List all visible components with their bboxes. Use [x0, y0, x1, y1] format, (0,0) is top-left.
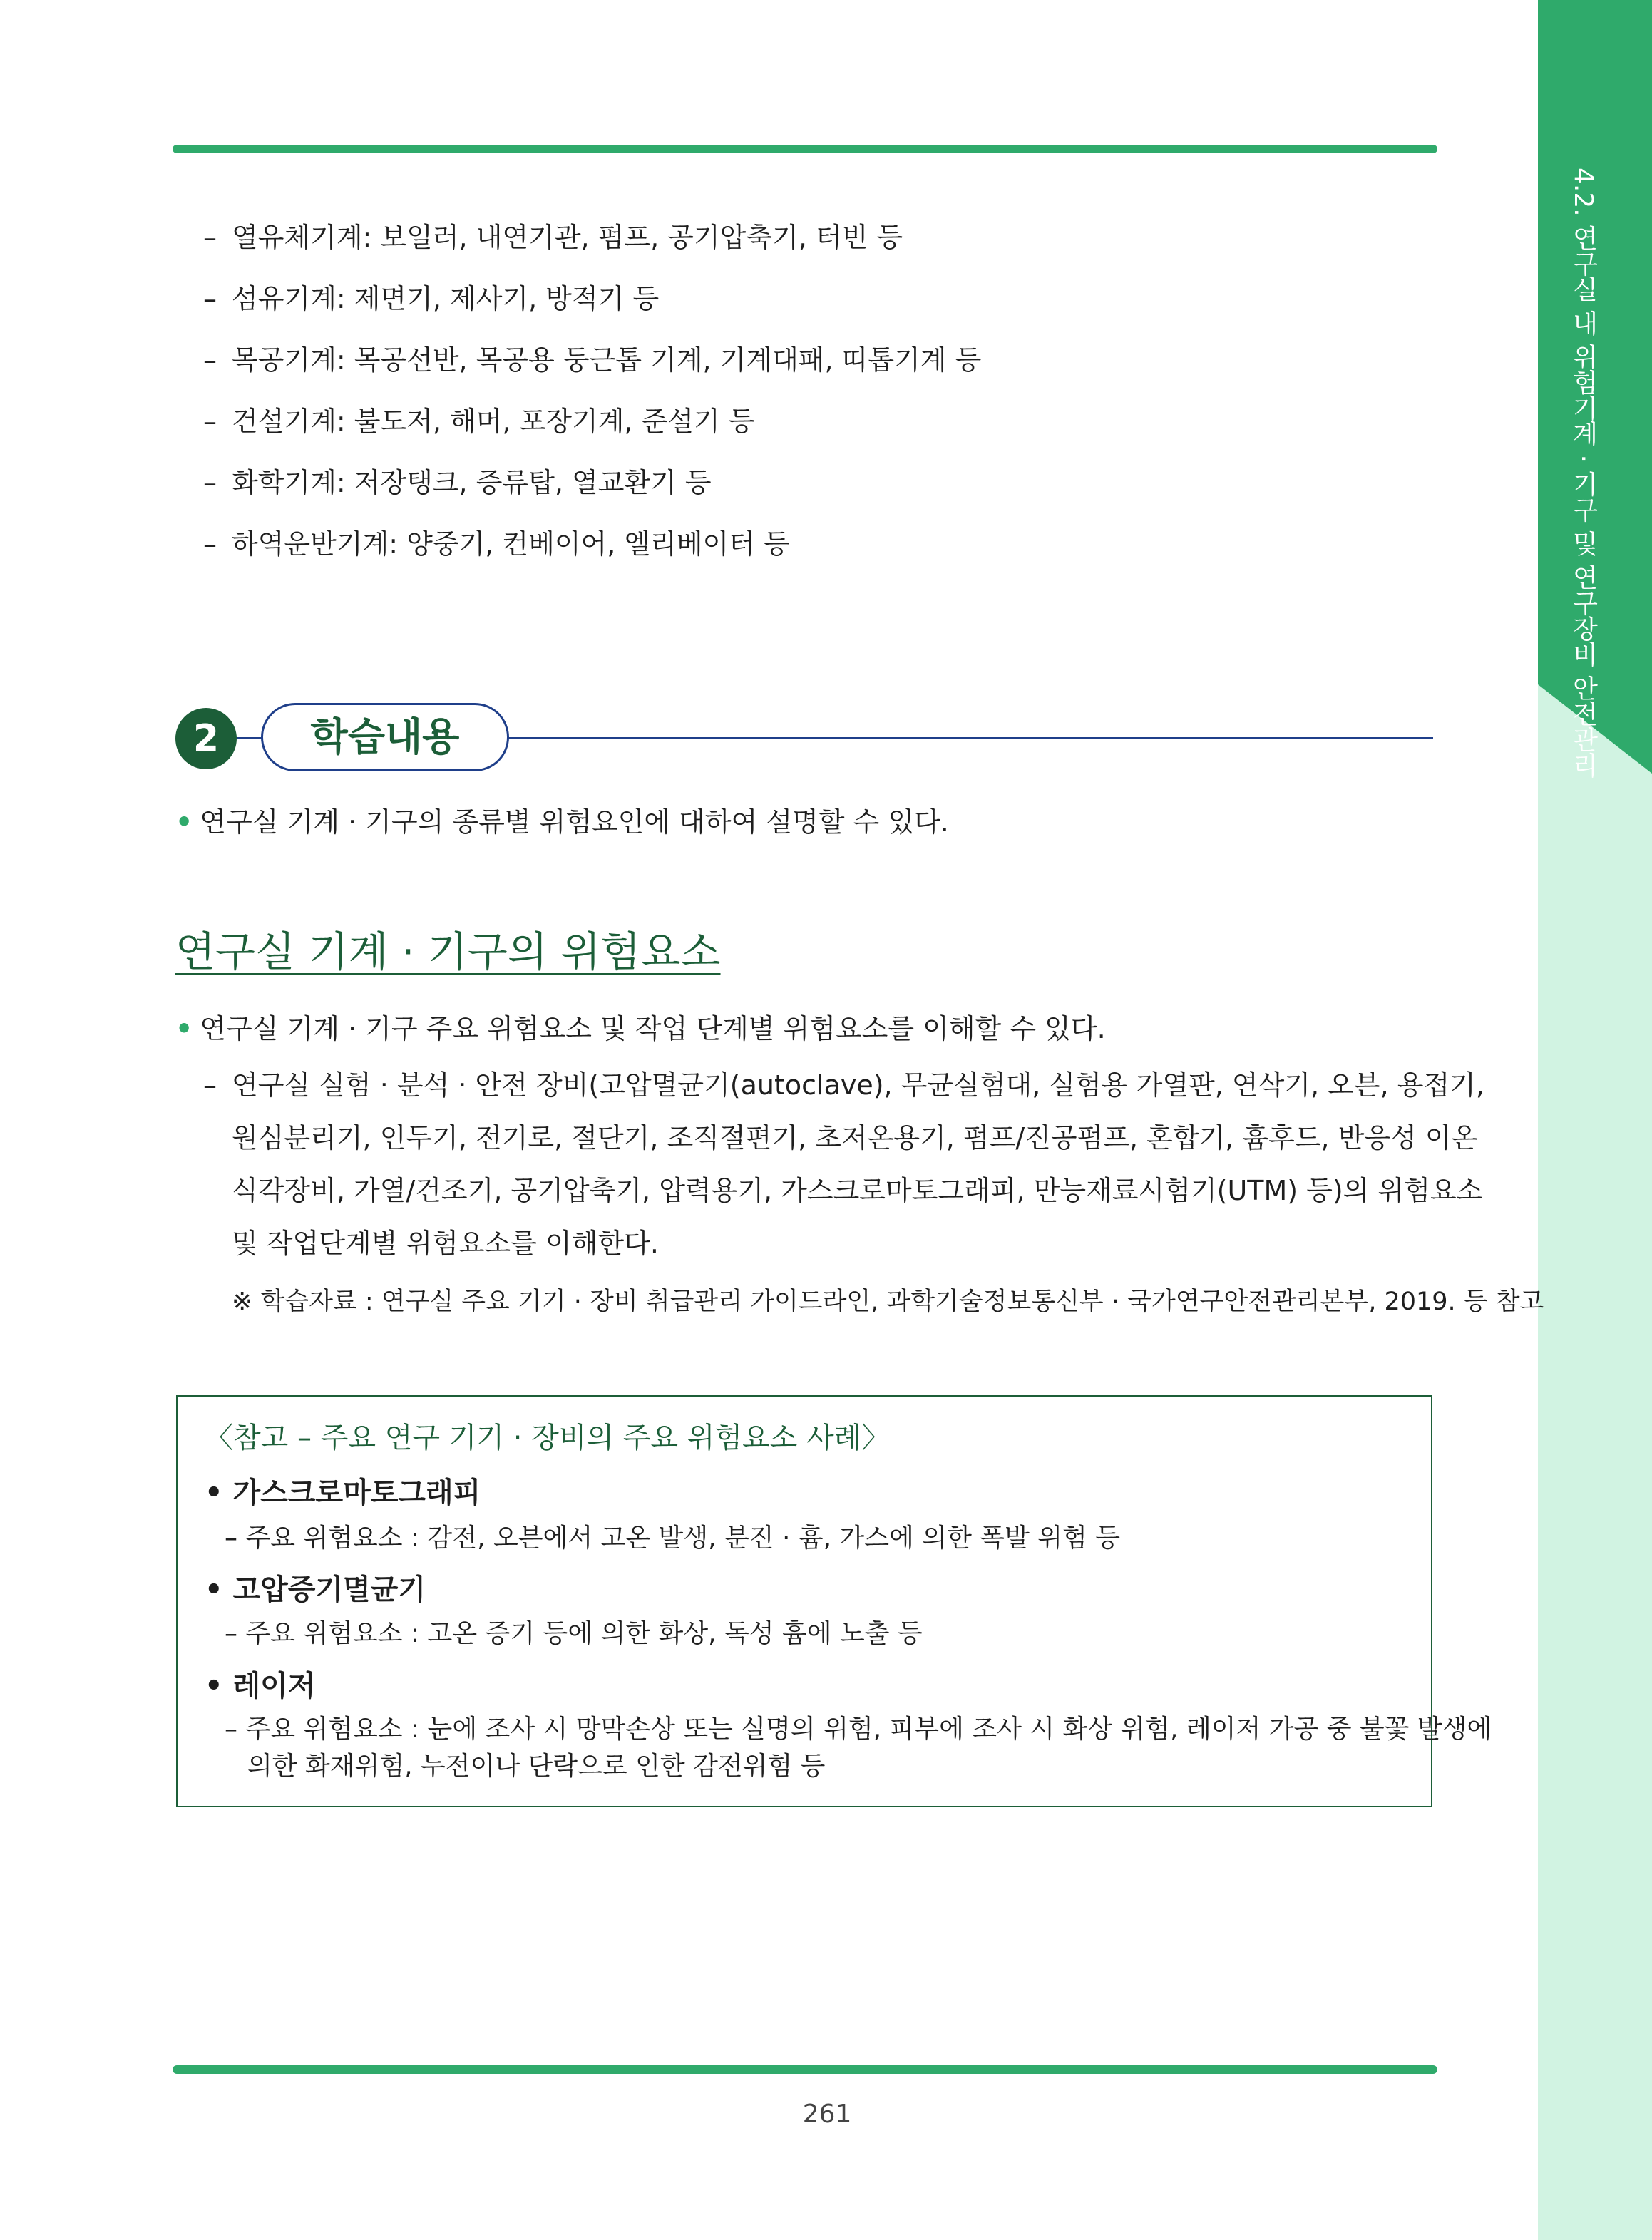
- list-item: – 화학기계: 저장탱크, 증류탑, 열교환기 등: [203, 467, 712, 498]
- reference-note: ※ 학습자료 : 연구실 주요 기기 · 장비 취급관리 가이드라인, 과학기술정보통신부 · 국가연구안전관리본부, 2019. 등 참고: [232, 1288, 1544, 1316]
- list-item: – 건설기계: 불도저, 해머, 포장기계, 준설기 등: [203, 406, 755, 437]
- equipment-paragraph: [203, 1059, 1484, 1270]
- top-rule: [173, 145, 1437, 153]
- reference-item-detail: 의한 화재위험, 누전이나 단락으로 인한 감전위험 등: [247, 1752, 826, 1781]
- section-number-badge: 2: [175, 708, 237, 769]
- list-item: – 섬유기계: 제면기, 제사기, 방적기 등: [203, 283, 660, 314]
- chapter-title: 4.2. 연구실 내 위험기계 · 기구 및 연구장비 안전관리: [1569, 168, 1598, 778]
- paragraph-line: 식각장비, 가열/건조기, 공기압축기, 압력용기, 가스크로마토그래피, 만능재료시험기(UTM) 등)의 위험요소: [232, 1175, 1483, 1206]
- reference-item-gc: • 가스크로마토그래피: [205, 1476, 481, 1509]
- paragraph-line: 연구실 실험 · 분석 · 안전 장비(고압멸균기(autoclave), 무균실험대, 실험용 가열판, 연삭기, 오븐, 용접기,: [232, 1069, 1484, 1101]
- list-item: – 하역운반기계: 양중기, 컨베이어, 엘리베이터 등: [203, 528, 790, 560]
- bottom-rule: [173, 2065, 1437, 2074]
- bullet-icon: •: [175, 1013, 193, 1044]
- bullet-icon: •: [175, 806, 193, 838]
- reference-item-detail: – 주요 위험요소 : 감전, 오븐에서 고온 발생, 분진 · 흄, 가스에 의한 폭발 위험 등: [225, 1524, 1121, 1553]
- paragraph-line: 원심분리기, 인두기, 전기로, 절단기, 조직절편기, 초저온용기, 펌프/진공펌프, 혼합기, 흄후드, 반응성 이온: [232, 1122, 1478, 1154]
- list-item: – 열유체기계: 보일러, 내연기관, 펌프, 공기압축기, 터빈 등: [203, 222, 903, 253]
- machine-list: [203, 207, 981, 575]
- reference-item-autoclave: • 고압증기멸균기: [205, 1573, 426, 1606]
- reference-item-detail: – 주요 위험요소 : 고온 증기 등에 의한 화상, 독성 흄에 노출 등: [225, 1619, 923, 1648]
- reference-item-detail: – 주요 위험요소 : 눈에 조사 시 망막손상 또는 실명의 위험, 피부에 조사 시 화상 위험, 레이저 가공 중 불꽃 발생에: [225, 1715, 1492, 1744]
- dash-marker: –: [203, 1069, 217, 1101]
- reference-item-laser: • 레이저: [205, 1670, 316, 1702]
- list-item: – 목공기계: 목공선반, 목공용 둥근톱 기계, 기계대패, 띠톱기계 등: [203, 344, 982, 376]
- paragraph-line: 및 작업단계별 위험요소를 이해한다.: [232, 1228, 659, 1259]
- reference-title: 〈참고 – 주요 연구 기기 · 장비의 주요 위험요소 사례〉: [205, 1422, 891, 1454]
- page-number: 261: [802, 2100, 852, 2129]
- section-objective: • 연구실 기계 · 기구의 종류별 위험요인에 대하여 설명할 수 있다.: [175, 806, 949, 838]
- heading-bullet: • 연구실 기계 · 기구 주요 위험요소 및 작업 단계별 위험요소를 이해할 수 있다.: [175, 1013, 1106, 1044]
- page-heading: 연구실 기계 · 기구의 위험요소: [175, 928, 721, 976]
- section-label: 학습내용: [261, 703, 509, 771]
